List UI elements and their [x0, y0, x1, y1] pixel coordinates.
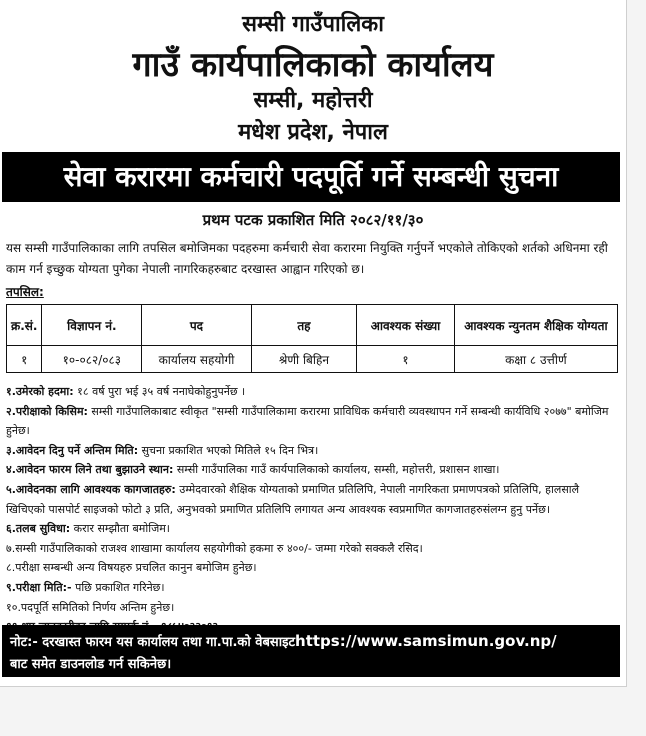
condition-text: ७.सम्सी गाउँपालिकाको राजश्व शाखामा कार्यालय सहयोगीको हकमा रु ४००/- जम्मा गरेको सक्कलै रसिद। — [6, 541, 423, 555]
condition-text: सम्सी गाउँपालिकाबाट स्वीकृत "सम्सी गाउँपालिकामा करारमा प्राविधिक कर्मचारी व्यवस्थापन गर्ने सम्बन्धी कार्यविधि २०७७" बमोजिम हुनेछ। — [6, 404, 609, 438]
vacancy-table — [6, 304, 618, 373]
intro-paragraph: यस सम्सी गाउँपालिकाका लागि तपसिल बमोजिमका पदहरुमा कर्मचारी सेवा करारमा नियुक्ति गर्नुपर्ने भएकोले तोकिएको शर्तको अधिनमा रही काम गर्न इच्छुक योग्यता पुगेका नेपाली नागरिकहरुबाट दरखास्त आह्वान गरिएको छ। — [6, 241, 608, 276]
condition-label: ३.आवेदन दिनु पर्ने अन्तिम मिति: — [6, 443, 139, 457]
condition-age — [6, 382, 618, 402]
cell-serial: १ — [7, 346, 42, 373]
cell-advert-no: १०-०८२/०८३ — [42, 346, 142, 373]
condition-text: सुचना प्रकाशित भएको मितिले १५ दिन भित्र। — [138, 443, 319, 457]
condition-text: १८ वर्ष पुरा भई ३५ वर्ष ननाघेकोहुनुपर्नेछ । — [73, 385, 246, 398]
table-row — [7, 346, 618, 373]
condition-form-place — [6, 460, 618, 480]
col-level: तह — [251, 305, 356, 346]
condition-exam-date — [6, 578, 618, 598]
province-country: मधेश प्रदेश, नेपाल — [238, 120, 388, 145]
col-serial: क्र.सं. — [7, 305, 42, 346]
table-header-row — [7, 305, 618, 346]
condition-documents — [6, 480, 618, 519]
cell-post: कार्यालय सहयोगी — [142, 346, 252, 373]
condition-label: ४.आवेदन फारम लिने तथा बुझाउने स्थान: — [6, 463, 174, 477]
condition-fee — [6, 539, 618, 559]
condition-label: २.परीक्षाको किसिम: — [6, 404, 88, 418]
condition-text: १०.पदपूर्ति समितिको निर्णय अन्तिम हुनेछ। — [6, 600, 175, 614]
col-min-qualification: आवश्यक न्युनतम शैक्षिक योग्यता — [454, 305, 617, 346]
cell-level: श्रेणी बिहिन — [251, 346, 356, 373]
condition-label: १.उमेरको हदमा: — [6, 385, 74, 398]
office-title: गाउँ कार्यपालिकाको कार्यालय — [132, 45, 494, 85]
condition-text: करार सम्झौता बमोजिम। — [70, 522, 170, 536]
condition-text: उम्मेदवारको शैक्षिक योग्यताको प्रमाणित प्रतिलिपि, नेपाली नागरिकता प्रमाणपत्रको प्रतिलिपि, हालसालै खिचिएको पासपोर्ट साइजको फोटो ३ प्रति, अनुभवको प्रमाणित प्रतिलिपि लगायत अन्य आवश्यक स्वप्रमाणित कागजातहरुसंलग्न हुनु पर्नेछ। — [6, 482, 580, 516]
download-note — [2, 625, 620, 677]
note-prefix: नोट:- दरखास्त फारम यस कार्यालय तथा गा.पा.को वेबसाइट — [10, 635, 296, 650]
condition-text: सम्सी गाउँपालिका गाउँ कार्यपालिकाको कार्यालय, सम्सी, महोत्तरी, प्रशासन शाखा। — [173, 463, 500, 477]
col-post: पद — [142, 305, 252, 346]
municipality-name: सम्सी गाउँपालिका — [242, 12, 384, 37]
condition-committee — [6, 598, 618, 618]
col-required-count: आवश्यक संख्या — [357, 305, 455, 346]
condition-salary — [6, 519, 618, 539]
condition-exam-type — [6, 402, 618, 441]
condition-law — [6, 558, 618, 578]
condition-label: ५.आवेदनका लागि आवश्यक कागजातहरु: — [6, 482, 176, 496]
website-link[interactable]: https://www.samsimun.gov.np/ — [295, 632, 557, 650]
condition-label: ६.तलब सुविधा: — [6, 522, 71, 536]
conditions-list — [6, 382, 618, 637]
publication-date: प्रथम पटक प्रकाशित मिति २०८२/११/३० — [202, 211, 424, 229]
note-suffix: बाट समेत डाउनलोड गर्न सकिनेछ। — [10, 657, 172, 672]
cell-required-count: १ — [357, 346, 455, 373]
office-location: सम्सी, महोत्तरी — [253, 88, 373, 113]
cell-min-qualification: कक्षा ८ उत्तीर्ण — [454, 346, 617, 373]
details-label: तपसिल: — [6, 285, 44, 299]
condition-deadline — [6, 441, 618, 461]
condition-text: ८.परीक्षा सम्बन्धी अन्य विषयहरु प्रचलित कानुन बमोजिम हुनेछ। — [6, 561, 257, 575]
col-advert-no: विज्ञापन नं. — [42, 305, 142, 346]
condition-text: पछि प्रकाशित गरिनेछ। — [71, 580, 165, 594]
notice-banner-title: सेवा करारमा कर्मचारी पदपूर्ति गर्ने सम्बन्धी सुचना — [2, 152, 620, 202]
condition-label: ९.परीक्षा मिति:- — [6, 580, 72, 594]
